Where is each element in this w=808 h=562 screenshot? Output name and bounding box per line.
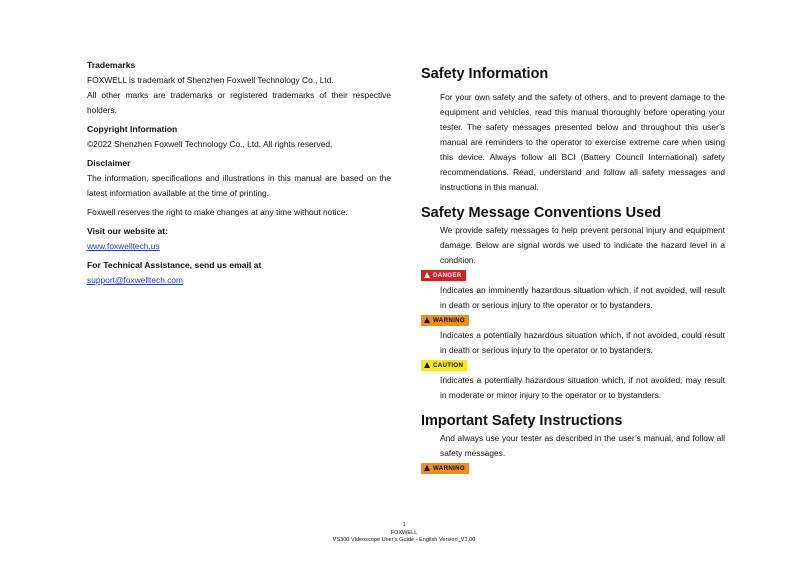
warning-text: Indicates a potentially hazardous situation which, if not avoided, could result in death or serious injury to the operator or to bystanders. <box>440 330 725 355</box>
caution-label: CAUTION <box>433 361 464 369</box>
footer-brand: FOXWELL <box>390 529 418 536</box>
safety-information-text: For your own safety and the safety of others, and to prevent damage to the equipment and vehicles, read this manual thoroughly before operating your tester. The safety messages presented below and throughout this user’s manual are reminders to the operator to exercise extreme care when using this device. Always follow all BCI (Battery Council International) safety recommendations. Read, understand and follow all safety messages and instructions in this manual. <box>440 92 725 192</box>
safety-information-heading: Safety Information <box>421 66 549 82</box>
warning-label: WARNING <box>433 316 466 324</box>
footer-guide-title: VS300 Videoscope User’s Guide - English Version_V1.00 <box>332 537 476 543</box>
trademarks-heading: Trademarks <box>87 60 136 70</box>
page-number: 1 <box>402 522 406 528</box>
left-page-column <box>87 58 391 288</box>
instructions-text: And always use your tester as described in the user’s manual, and follow all safety messages. <box>440 433 725 458</box>
email-link[interactable]: support@foxwelltech.com <box>87 275 184 285</box>
disclaimer-note: Foxwell reserves the right to make changes at any time without notice. <box>87 207 348 217</box>
assistance-heading: For Technical Assistance, send us email at <box>87 260 262 270</box>
page-footer <box>0 522 808 545</box>
website-heading: Visit our website at: <box>87 226 169 236</box>
disclaimer-text: The information, specifications and illustrations in this manual are based on the latest information available at the time of printing. <box>87 173 391 198</box>
conventions-text: We provide safety messages to help prevent personal injury and equipment damage. Below are signal words we used to indicate the hazard level in a condition. <box>440 225 725 265</box>
trademarks-line-1: FOXWELL is trademark of Shenzhen Foxwell Technology Co., Ltd. <box>87 75 334 85</box>
warning-triangle-icon <box>424 362 430 368</box>
warning-label-2: WARNING <box>433 464 466 472</box>
warning-badge-2 <box>421 463 469 474</box>
danger-badge <box>421 270 466 281</box>
caution-text: Indicates a potentially hazardous situation which, if not avoided, may result in moderate or minor injury to the operator or to bystanders. <box>440 375 725 400</box>
trademarks-line-2: All other marks are trademarks or registered trademarks of their respective holders. <box>87 90 391 115</box>
disclaimer-heading: Disclaimer <box>87 158 131 168</box>
right-page-column <box>421 64 725 476</box>
copyright-heading: Copyright Information <box>87 124 178 134</box>
warning-triangle-icon <box>424 272 430 278</box>
copyright-text: ©2022 Shenzhen Foxwell Technology Co., Ltd. All rights reserved. <box>87 139 333 149</box>
warning-triangle-icon <box>424 317 430 323</box>
warning-triangle-icon <box>424 465 430 471</box>
website-link[interactable]: www.foxwelltech.us <box>87 241 160 251</box>
instructions-heading: Important Safety Instructions <box>421 413 623 429</box>
warning-badge <box>421 315 469 326</box>
caution-badge <box>421 360 467 371</box>
danger-text: Indicates an imminently hazardous situation which, if not avoided, will result in death or serious injury to the operator or to bystanders. <box>440 285 725 310</box>
danger-label: DANGER <box>433 271 462 279</box>
conventions-heading: Safety Message Conventions Used <box>421 205 662 221</box>
